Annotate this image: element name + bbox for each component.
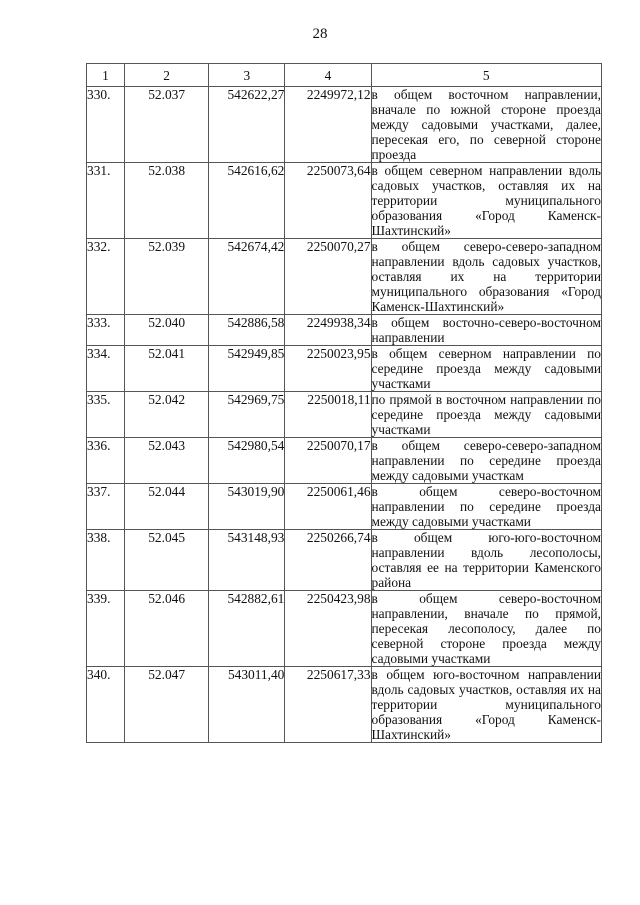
boundary-description-cell: в общем восточно-северо-восточном направлении [371, 315, 601, 345]
table-row [87, 392, 602, 438]
point-number-cell: 52.039 [125, 239, 209, 315]
coordinate-x-cell: 542674,42 [209, 239, 285, 315]
coordinate-x-cell: 542886,58 [209, 315, 285, 346]
row-number-cell: 335. [87, 392, 125, 438]
point-number-cell: 52.046 [125, 591, 209, 667]
coordinate-x-cell: 542622,27 [209, 87, 285, 163]
coordinate-x-cell: 543148,93 [209, 530, 285, 591]
boundary-description-cell: в общем северо-северо-западном направлении по середине проезда между садовыми участкам [371, 438, 601, 483]
point-number-cell: 52.040 [125, 315, 209, 346]
coordinate-y-cell: 2250070,27 [285, 239, 371, 315]
boundary-description-cell: в общем юго-восточном направлении вдоль садовых участков, оставляя их на территории муниципального образования «Город Каменск-Шахтинский» [371, 667, 601, 742]
row-number-cell: 331. [87, 163, 125, 239]
table-header-row [87, 64, 602, 87]
table-row [87, 239, 602, 315]
table-row [87, 438, 602, 484]
coordinate-y-cell: 2250423,98 [285, 591, 371, 667]
table-row [87, 315, 602, 346]
table-row [87, 667, 602, 743]
coordinate-y-cell: 2250617,33 [285, 667, 371, 743]
boundary-description-cell: в общем северном направлении по середине проезда между садовыми участками [371, 346, 601, 391]
coordinate-x-cell: 543019,90 [209, 484, 285, 530]
boundary-description-cell: в общем северо-северо-западном направлении вдоль садовых участков, оставляя их на территории муниципального образования «Город Каменск-Шахтинский» [371, 239, 601, 314]
row-number-cell: 330. [87, 87, 125, 163]
table-row [87, 87, 602, 163]
row-number-cell: 339. [87, 591, 125, 667]
table-row [87, 163, 602, 239]
point-number-cell: 52.038 [125, 163, 209, 239]
coordinate-y-cell: 2250023,95 [285, 346, 371, 392]
column-header: 2 [125, 64, 209, 87]
point-number-cell: 52.044 [125, 484, 209, 530]
boundary-description-table [86, 63, 602, 743]
column-header: 5 [371, 64, 601, 87]
coordinate-x-cell: 542980,54 [209, 438, 285, 484]
boundary-description-cell: в общем восточном направлении, вначале по южной стороне проезда между садовыми участками, далее, пересекая его, по северной стороне проезда [371, 87, 601, 162]
point-number-cell: 52.042 [125, 392, 209, 438]
coordinate-x-cell: 542949,85 [209, 346, 285, 392]
table-row [87, 591, 602, 667]
table-row [87, 346, 602, 392]
coordinate-x-cell: 542616,62 [209, 163, 285, 239]
boundary-description-cell: по прямой в восточном направлении по середине проезда между садовыми участками [371, 392, 601, 437]
coordinate-x-cell: 542882,61 [209, 591, 285, 667]
coordinate-y-cell: 2250266,74 [285, 530, 371, 591]
point-number-cell: 52.041 [125, 346, 209, 392]
row-number-cell: 337. [87, 484, 125, 530]
table-row [87, 484, 602, 530]
point-number-cell: 52.043 [125, 438, 209, 484]
coordinate-y-cell: 2250073,64 [285, 163, 371, 239]
column-header: 1 [87, 64, 125, 87]
row-number-cell: 334. [87, 346, 125, 392]
coordinate-y-cell: 2250061,46 [285, 484, 371, 530]
page-number: 28 [312, 26, 328, 42]
boundary-description-cell: в общем северо-восточном направлении по середине проезда между садовыми участками [371, 484, 601, 529]
boundary-description-cell: в общем северном направлении вдоль садовых участков, оставляя их на территории муниципального образования «Город Каменск-Шахтинский» [371, 163, 601, 238]
row-number-cell: 340. [87, 667, 125, 743]
row-number-cell: 338. [87, 530, 125, 591]
boundary-description-cell: в общем юго-юго-восточном направлении вдоль лесополосы, оставляя ее на территории Каменского района [371, 530, 601, 590]
coordinate-x-cell: 543011,40 [209, 667, 285, 743]
column-header: 4 [285, 64, 371, 87]
coordinate-y-cell: 2249938,34 [285, 315, 371, 346]
row-number-cell: 332. [87, 239, 125, 315]
coordinate-x-cell: 542969,75 [209, 392, 285, 438]
boundary-description-cell: в общем северо-восточном направлении, вначале по прямой, пересекая лесополосу, далее по северной стороне проезда между садовыми участками [371, 591, 601, 666]
row-number-cell: 333. [87, 315, 125, 346]
row-number-cell: 336. [87, 438, 125, 484]
table-row [87, 530, 602, 591]
coordinate-y-cell: 2249972,12 [285, 87, 371, 163]
point-number-cell: 52.045 [125, 530, 209, 591]
coordinate-y-cell: 2250070,17 [285, 438, 371, 484]
column-header: 3 [209, 64, 285, 87]
coordinate-y-cell: 2250018,11 [285, 392, 371, 438]
point-number-cell: 52.047 [125, 667, 209, 743]
point-number-cell: 52.037 [125, 87, 209, 163]
